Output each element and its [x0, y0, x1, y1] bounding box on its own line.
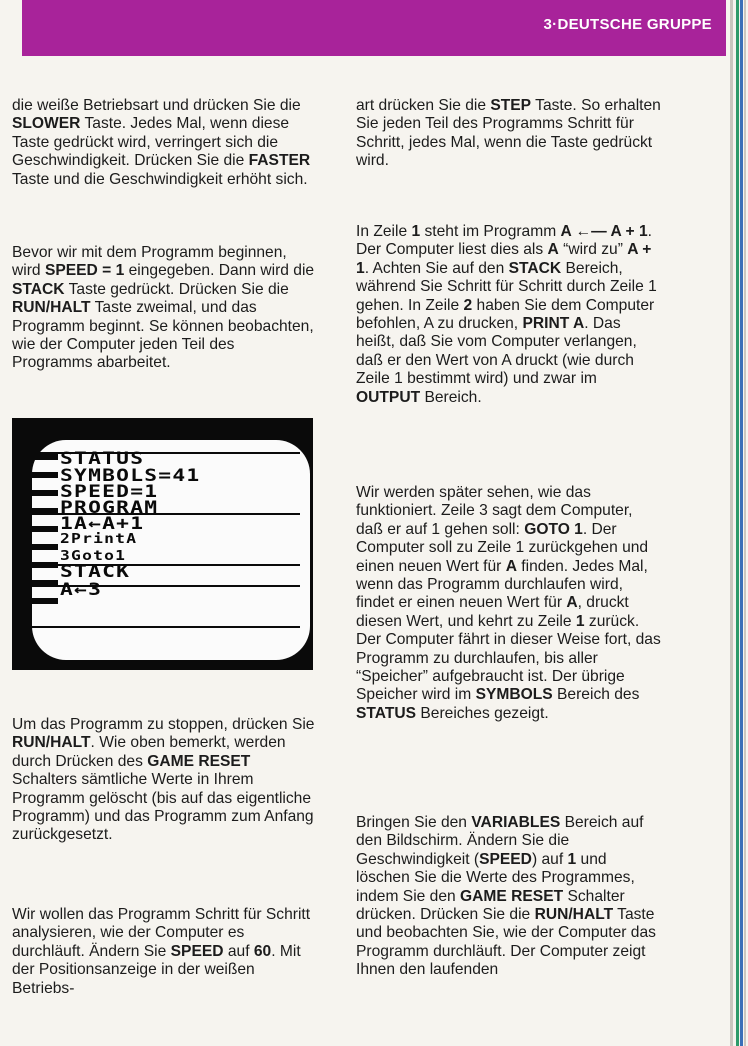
text-run: haben Sie dem Computer befohlen, A zu drucken,: [356, 296, 655, 333]
text-run: steht im Programm: [420, 223, 561, 240]
bold-keyword: PRINT A: [522, 315, 585, 333]
text-run: ) auf: [531, 850, 568, 868]
text-run: Wir wollen das Programm Schritt für Schritt analysieren, wie der Computer es durchläuft. Ändern Sie: [12, 906, 311, 960]
screen-line-a: A←3: [60, 580, 103, 600]
bold-keyword: SPEED = 1: [44, 262, 125, 280]
text-run: Taste zweimal, und das Programm beginnt. Se können beobachten, wie der Computer jeden Teil des Programms abarbeitet.: [12, 299, 314, 372]
text-run: Taste gedrückt. Drücken Sie die: [64, 280, 289, 298]
text-run: Bereich auf den Bildschirm. Ändern Sie die Geschwindigkeit (: [356, 814, 644, 868]
bold-keyword: GOTO 1: [524, 520, 583, 538]
bold-keyword: 2: [463, 296, 473, 314]
text-run: Um das Programm zu stoppen, drücken Sie: [12, 716, 315, 733]
left-column-p2: [12, 244, 317, 373]
text-run: zurück. Der Computer fährt in dieser Weise fort, das Programm zu durchlaufen, bis aller “Speicher” aufgebraucht ist. Der übrige Speicher wird im: [356, 612, 661, 704]
text-run: . Achten Sie auf den: [364, 259, 509, 277]
text-run: . Wie oben bemerkt, werden durch Drücken des: [12, 734, 286, 770]
right-column-p1: [356, 97, 661, 171]
bold-keyword: A: [505, 557, 517, 575]
text-run: Taste. So erhalten Sie jeden Teil des Programms Schritt für Schritt, jedes Mal, wenn die Taste gedrückt wird.: [356, 97, 661, 170]
text-run: finden. Jedes Mal, wenn das Programm durchlaufen wird, findet er einen neuen Wert für: [356, 557, 648, 612]
bold-keyword: SPEED: [170, 942, 224, 960]
bold-keyword: 1: [567, 850, 577, 868]
text-run: Schalter drücken. Drücken Sie die: [356, 887, 625, 924]
section-title: 3·DEUTSCHE GRUPPE: [543, 16, 712, 33]
text-run: und löschen Sie die Werte des Programmes, indem Sie den: [356, 850, 635, 905]
bold-keyword: SLOWER: [12, 115, 81, 133]
bold-keyword: STATUS: [356, 704, 417, 722]
bold-keyword: SPEED: [479, 850, 532, 868]
text-run: Bringen Sie den: [356, 814, 472, 831]
left-column-p1: [12, 97, 317, 189]
text-run: In Zeile: [356, 223, 412, 240]
bold-keyword: A: [566, 594, 578, 612]
text-run: . Der Computer soll zu Zeile 1 zurückgehen und einen neuen Wert für: [356, 520, 649, 575]
text-run: Bereiches gezeigt.: [416, 704, 549, 722]
bold-keyword: A: [547, 241, 559, 259]
bold-keyword: RUN/HALT: [12, 734, 91, 752]
text-run: Schalters sämtliche Werte in Ihrem Programm gelöscht (bis auf das eigentliche Programm) und das Programm zum Anfang zurückgesetzt.: [12, 771, 314, 844]
text-run: Taste und beobachten Sie, wie der Computer das Programm durchläuft. Der Computer zeigt Ihnen den laufenden: [356, 906, 656, 979]
left-column-p3: [12, 716, 317, 845]
left-column-p4: [12, 906, 317, 998]
screen-line-status: STATUS: [60, 449, 145, 469]
page-edge-stripes: [728, 0, 748, 1046]
bold-keyword: A ←— A + 1: [560, 223, 648, 240]
bold-keyword: FASTER: [248, 152, 311, 170]
bold-keyword: SYMBOLS: [475, 686, 553, 704]
bold-keyword: GAME RESET: [147, 752, 251, 770]
text-run: auf: [223, 942, 254, 960]
text-run: Bereich des: [552, 686, 640, 704]
bold-keyword: RUN/HALT: [12, 299, 91, 317]
right-column-p2: [356, 223, 661, 407]
right-column-p4: [356, 814, 661, 980]
bold-keyword: RUN/HALT: [534, 906, 614, 924]
text-run: Bevor wir mit dem Programm beginnen, wird: [12, 244, 287, 280]
bold-keyword: VARIABLES: [471, 814, 561, 831]
screen-line-symbols: SYMBOLS=41: [60, 466, 201, 486]
text-run: . Das heißt, daß Sie vom Computer verlangen, daß er den Wert von A druckt (wie durch Zeile 1 bestimmt wird) und zwar im: [356, 315, 637, 388]
right-column-p3: [356, 484, 661, 723]
screen-line-3: 3Goto1: [60, 549, 127, 564]
screen-line-2: 2PrintA: [60, 532, 138, 547]
text-run: Wir werden später sehen, wie das funktioniert. Zeile 3 sagt dem Computer, daß er auf 1 gehen soll:: [356, 484, 633, 538]
text-run: art drücken Sie die: [356, 97, 491, 114]
text-run: . Der Computer liest dies als: [356, 223, 652, 259]
screen-line-stack: STACK: [60, 562, 131, 582]
bold-keyword: STACK: [508, 259, 562, 277]
program-screen-image: [12, 418, 313, 670]
text-run: “wird zu”: [558, 241, 628, 259]
bold-keyword: 1: [411, 223, 421, 240]
screen-line-program: PROGRAM: [60, 498, 159, 518]
screen-line-1: 1A←A+1: [60, 514, 145, 534]
bold-keyword: STACK: [12, 280, 65, 298]
bold-keyword: 60: [253, 942, 272, 960]
bold-keyword: STEP: [490, 97, 532, 114]
screen-line-speed: SPEED=1: [60, 482, 159, 502]
text-run: . Mit der Positionsanzeige in der weißen Betriebs-: [12, 942, 301, 997]
bold-keyword: 1: [575, 612, 585, 630]
text-run: Taste. Jedes Mal, wenn diese Taste gedrückt wird, verringert sich die Geschwindigkeit. Drücken Sie die: [12, 115, 290, 170]
text-run: die weiße Betriebsart und drücken Sie die: [12, 97, 301, 114]
text-run: eingegeben. Dann wird die: [124, 262, 315, 280]
header-bar: [22, 0, 726, 56]
text-run: , druckt diesen Wert, und kehrt zu Zeile: [356, 594, 629, 630]
bold-keyword: OUTPUT: [356, 388, 421, 406]
bold-keyword: A + 1: [356, 241, 652, 277]
bold-keyword: GAME RESET: [460, 887, 564, 905]
text-run: Bereich.: [420, 388, 482, 406]
text-run: Taste und die Geschwindigkeit erhöht sich.: [12, 170, 308, 188]
text-run: Bereich, während Sie Schritt für Schritt durch Zeile 1 gehen. In Zeile: [356, 259, 657, 314]
